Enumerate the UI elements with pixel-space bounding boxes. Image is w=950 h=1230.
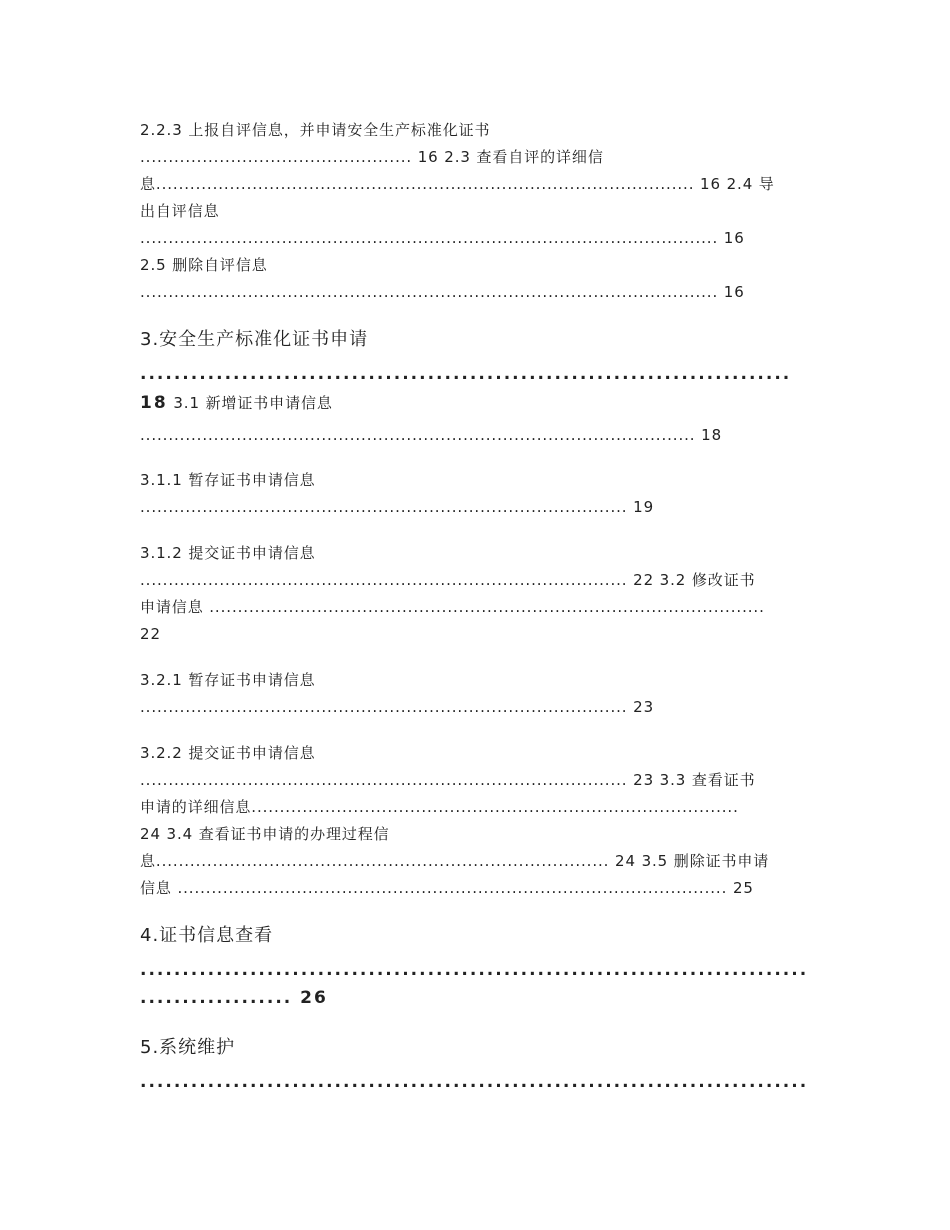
toc-leader-3-1-1: ...................................................................................... 19 xyxy=(140,498,655,516)
toc-entry-text: 3.1 新增证书申请信息 xyxy=(167,394,333,412)
toc-entry-2-2-3[interactable]: 2.2.3 上报自评信息，并申请安全生产标准化证书 xyxy=(140,121,491,139)
toc-entry-3-2-cont[interactable]: 申请信息 .................................................................................................. xyxy=(140,598,765,616)
toc-entry-3-1[interactable] xyxy=(140,393,333,413)
toc-entry-3-1-2[interactable]: 3.1.2 提交证书申请信息 xyxy=(140,544,316,562)
toc-leader-2-5: ...................................................................................................... 16 xyxy=(140,283,745,301)
toc-heading-3[interactable]: 3.安全生产标准化证书申请 xyxy=(140,329,369,350)
toc-entry-3-2-1[interactable]: 3.2.1 暂存证书申请信息 xyxy=(140,671,316,689)
toc-leader-4: ............................................................................... xyxy=(140,960,809,980)
toc-heading-4[interactable]: 4.证书信息查看 xyxy=(140,925,274,946)
toc-heading-5[interactable]: 5.系统维护 xyxy=(140,1037,236,1058)
toc-entry-3-2-2[interactable]: 3.2.2 提交证书申请信息 xyxy=(140,744,316,762)
toc-entry-2-4[interactable]: 息............................................................................................... 16 2.4 导 xyxy=(140,175,775,193)
toc-leader-3-2-1: ...................................................................................... 23 xyxy=(140,698,655,716)
toc-entry-3-4[interactable]: 24 3.4 查看证书申请的办理过程信 xyxy=(140,825,390,843)
toc-leader-3-1: .................................................................................................. 18 xyxy=(140,426,723,444)
toc-leader-2-4: ...................................................................................................... 16 xyxy=(140,229,745,247)
toc-entry-2-4-cont[interactable]: 出自评信息 xyxy=(140,202,220,220)
toc-entry-3-3-cont[interactable]: 申请的详细信息...................................................................................... xyxy=(140,798,739,816)
toc-entry-2-5[interactable]: 2.5 删除自评信息 xyxy=(140,256,268,274)
toc-page-number: 18 xyxy=(140,393,168,413)
toc-entry-3-5[interactable]: 息................................................................................ 24 3.5 删除证书申请 xyxy=(140,852,770,870)
toc-entry-3-5-cont[interactable]: 信息 ................................................................................................. 25 xyxy=(140,879,754,897)
toc-entry-3-3[interactable]: ...................................................................................... 23 3.3 查看证书 xyxy=(140,771,756,789)
toc-leader-3: ............................................................................. xyxy=(140,364,792,384)
toc-page-4: .................. 26 xyxy=(140,988,328,1008)
toc-leader-5: ............................................................................... xyxy=(140,1072,809,1092)
toc-page-3-2: 22 xyxy=(140,625,161,643)
toc-entry-3-1-1[interactable]: 3.1.1 暂存证书申请信息 xyxy=(140,471,316,489)
toc-entry-2-3[interactable]: ................................................ 16 2.3 查看自评的详细信 xyxy=(140,148,604,166)
toc-entry-3-2[interactable]: ...................................................................................... 22 3.2 修改证书 xyxy=(140,571,756,589)
